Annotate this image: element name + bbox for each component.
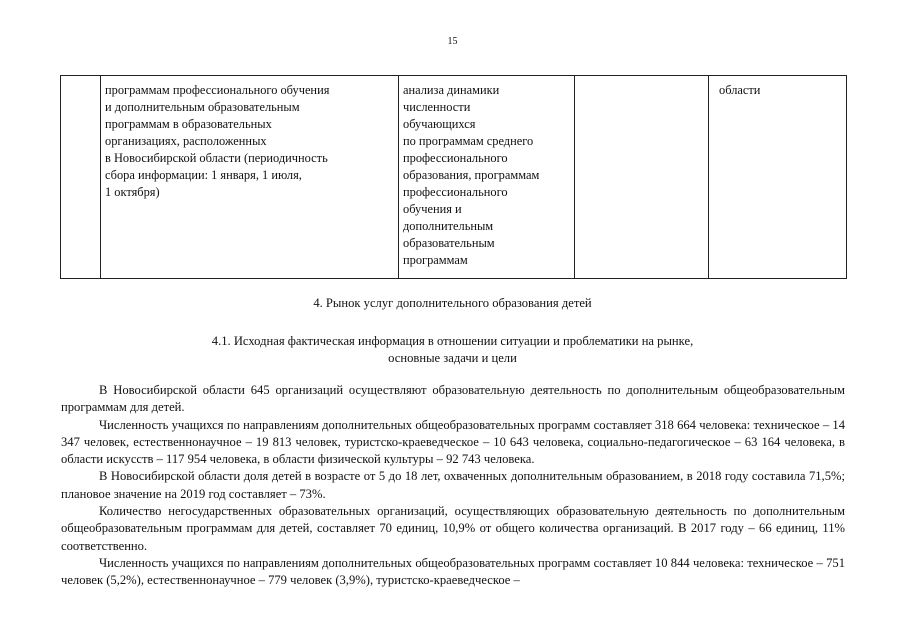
cell-line: профессионального	[403, 151, 508, 165]
cell-line: программам в образовательных	[105, 117, 272, 131]
cell-line: дополнительным	[403, 219, 494, 233]
cell-line: организациях, расположенных	[105, 134, 267, 148]
cell-line: анализа динамики	[403, 83, 500, 97]
cell-line: области	[719, 83, 761, 97]
cell-line: 1 октября)	[105, 185, 160, 199]
cell-line: обучения и	[403, 202, 462, 216]
paragraph: В Новосибирской области 645 организаций осуществляют образовательную деятельность по дополнительным общеобразовательным программам для детей.	[61, 383, 845, 415]
cell-line: обучающихся	[403, 117, 476, 131]
paragraph: В Новосибирской области доля детей в возрасте от 5 до 18 лет, охваченных дополнительным образованием, в 2018 году составила 71,5%; плановое значение на 2019 год составляет – 73%.	[61, 469, 845, 501]
table-cell-empty-2	[575, 76, 709, 279]
cell-line: профессионального	[403, 185, 508, 199]
cell-line: в Новосибирской области (периодичность	[105, 151, 328, 165]
body-text	[61, 382, 845, 590]
table-cell-responsible	[709, 76, 847, 279]
paragraph: Численность учащихся по направлениям дополнительных общеобразовательных программ составляет 318 664 человека: техническое – 14 347 человек, естественнонаучное – 19 813 человек, туристско-краеведческое – 10 643 человека, социально-педагогическое – 63 164 человека, в области искусств – 117 954 человека, в области физической культуры – 92 743 человека.	[61, 417, 845, 467]
cell-line: образования, программам	[403, 168, 540, 182]
page-number: 15	[447, 36, 458, 47]
continuation-table	[60, 75, 847, 279]
cell-line: численности	[403, 100, 471, 114]
cell-line: программам	[403, 253, 468, 267]
paragraph: Количество негосударственных образовательных организаций, осуществляющих образовательную деятельность по дополнительным общеобразовательным программам для детей, составляет 70 единиц, 10,9% от общего количества организаций. В 2017 году – 66 единиц, 11% соответственно.	[61, 504, 845, 553]
subsection-title-line-2: основные задачи и цели	[388, 351, 517, 365]
table-cell-purpose	[399, 76, 575, 279]
cell-line: сбора информации: 1 января, 1 июля,	[105, 168, 302, 182]
cell-line: программам профессионального обучения	[105, 83, 330, 97]
cell-line: образовательным	[403, 236, 495, 250]
section-title: 4. Рынок услуг дополнительного образования детей	[313, 296, 592, 310]
subsection-title-line-1: 4.1. Исходная фактическая информация в отношении ситуации и проблематики на рынке,	[211, 334, 694, 348]
paragraph: Численность учащихся по направлениям дополнительных общеобразовательных программ составляет 10 844 человека: техническое – 751 человек (5,2%), естественнонаучное – 779 человек (3,9%), туристско-краеведческое –	[61, 555, 845, 588]
table-row	[61, 76, 847, 279]
table-cell-source	[101, 76, 399, 279]
cell-line: и дополнительным образовательным	[105, 100, 300, 114]
table-cell-empty-1	[61, 76, 101, 279]
cell-line: по программам среднего	[403, 134, 534, 148]
